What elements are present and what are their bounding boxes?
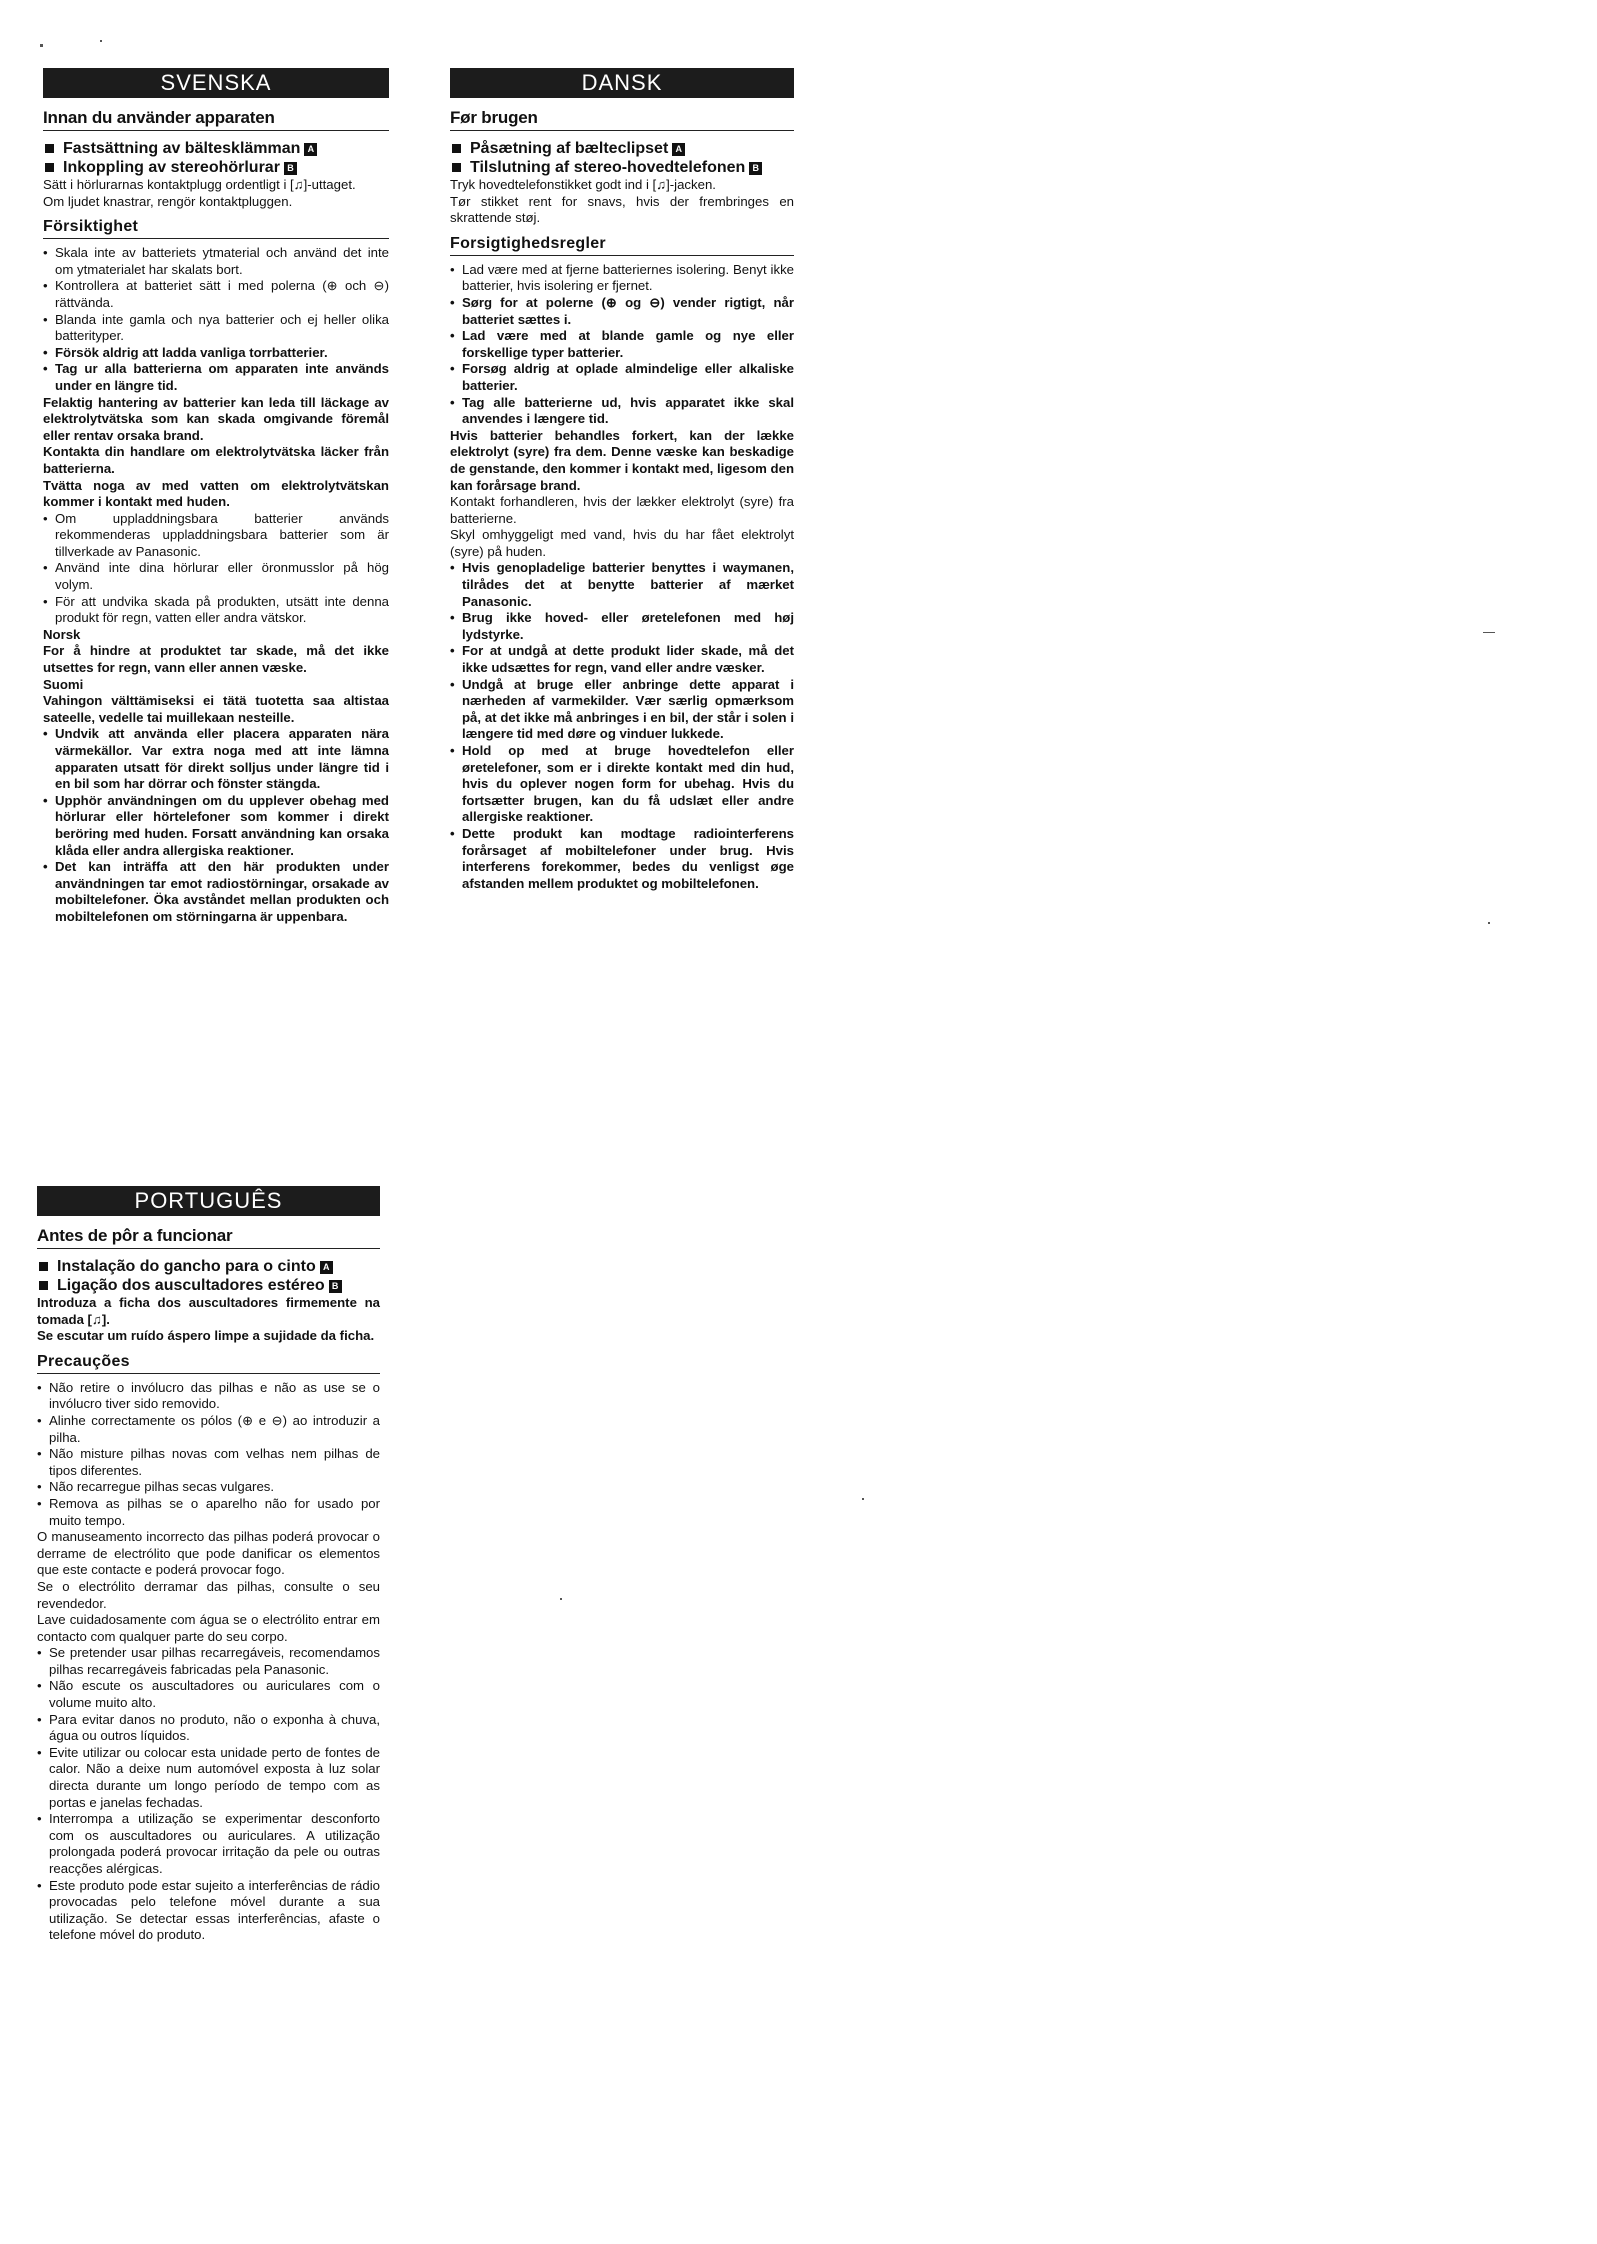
list-item: • Det kan inträffa att den här produkten under användningen tar emot radiostörningar, orsakade av mobiltelefoner. Öka avståndet mellan produkten och mobiltelefonen om störningarna är uppenbara. (43, 859, 389, 925)
step-headphones (450, 158, 794, 177)
list-item: • Tag ur alla batterierna om apparaten inte används under en längre tid. (43, 361, 389, 394)
list-item: • Dette produkt kan modtage radiointerferens forårsaget af mobiltelefoner under brug. Hvis interferens forekommer, bedes du venligst øge afstanden mellem produktet og mobiltelefonen. (450, 826, 794, 892)
portugues-column (37, 1186, 380, 1944)
figure-tag: A (672, 143, 685, 156)
list-item: • Upphör användningen om du upplever obehag med hörlurar eller hörtelefoner som kommer i direkt beröring med huden. Forsatt användning kan orsaka klåda eller andra allergiska reaktioner. (43, 793, 389, 859)
list-item: • Undvik att använda eller placera apparaten nära värmekällor. Var extra noga med att inte lämna apparaten utsatt för direkt solljus under längre tid i en bil som har dörrar och fönster stängda. (43, 726, 389, 792)
list-item: • Remova as pilhas se o aparelho não for usado por muito tempo. (37, 1496, 380, 1529)
step-label: Instalação do gancho para o cinto (57, 1258, 316, 1275)
before-use-heading: Før brugen (450, 108, 794, 131)
list-item: • Forsøg aldrig at oplade almindelige eller alkaliske batterier. (450, 361, 794, 394)
paragraph: Kontakt forhandleren, hvis der lækker elektrolyt (syre) fra batterierne. (450, 494, 794, 526)
paragraph: Sätt i hörlurarnas kontaktplugg ordentligt i [♫]-uttaget. (43, 177, 356, 192)
paragraph: Kontakta din handlare om elektrolytvätska läcker från batterierna. (43, 444, 389, 476)
caution-list (43, 245, 389, 394)
caution-heading: Forsigtighedsregler (450, 235, 794, 256)
paragraph: Tvätta noga av med vatten om elektrolytvätskan kommer i kontakt med huden. (43, 477, 389, 510)
step-label: Inkoppling av stereohörlurar (63, 159, 280, 176)
paragraph: Se escutar um ruído áspero limpe a sujidade da ficha. (37, 1328, 375, 1344)
before-use-heading: Antes de pôr a funcionar (37, 1226, 380, 1249)
dansk-column (450, 68, 794, 892)
list-item: • Försök aldrig att ladda vanliga torrbatterier. (43, 345, 389, 362)
paragraph: Lave cuidadosamente com água se o electrólito entrar em contacto com qualquer parte do seu corpo. (37, 1612, 380, 1644)
step-belt-clip (450, 139, 794, 158)
step-label: Ligação dos auscultadores estéreo (57, 1277, 325, 1294)
step-headphones (43, 158, 389, 177)
list-item: • For at undgå at dette produkt lider skade, må det ikke udsættes for regn, vand eller andre væsker. (450, 643, 794, 676)
list-item: • Skala inte av batteriets ytmaterial och använd det inte om ytmaterialet har skalats bort. (43, 245, 389, 278)
caution-list (450, 560, 794, 892)
list-item: • Não escute os auscultadores ou auriculares com o volume muito alto. (37, 1678, 380, 1711)
paragraph: O manuseamento incorrecto das pilhas poderá provocar o derrame de electrólito que pode danificar os elementos que este contacte e poderá provocar fogo. (37, 1529, 380, 1578)
list-item: • För att undvika skada på produkten, utsätt inte denna produkt för regn, vatten eller andra vätskor. (43, 594, 389, 627)
list-item: • Não misture pilhas novas com velhas nem pilhas de tipos diferentes. (37, 1446, 380, 1479)
paragraph: Skyl omhyggeligt med vand, hvis du har fået elektrolyt (syre) på huden. (450, 527, 794, 559)
list-item: • Lad være med at blande gamle og nye eller forskellige typer batterier. (450, 328, 794, 361)
suomi-label: Suomi (43, 676, 84, 692)
figure-tag: B (329, 1280, 342, 1293)
list-item: • Este produto pode estar sujeito a interferências de rádio provocadas pelo telefone móvel durante a sua utilização. Se detectar essas interferências, afaste o telefone móvel do produto. (37, 1878, 380, 1944)
paragraph: Hvis batterier behandles forkert, kan der lække elektrolyt (syre) fra dem. Denne væske kan beskadige de genstande, den kommer i kontakt med, ligesom den kan forårsage brand. (450, 427, 794, 493)
caution-list (43, 726, 389, 925)
scan-speck (1483, 632, 1495, 633)
list-item: • Kontrollera at batteriet sätt i med polerna (⊕ och ⊖) rättvända. (43, 278, 389, 311)
paragraph: Tryk hovedtelefonstikket godt ind i [♫]-jacken. (450, 177, 716, 192)
caution-list (37, 1645, 380, 1944)
scan-speck (1488, 922, 1490, 924)
paragraph: Om ljudet knastrar, rengör kontaktpluggen. (43, 193, 293, 209)
caution-list (37, 1380, 380, 1529)
scan-speck (862, 1498, 864, 1500)
caution-heading: Försiktighet (43, 218, 389, 239)
caution-heading: Precauções (37, 1353, 380, 1374)
figure-tag: A (320, 1261, 333, 1274)
paragraph: Tør stikket rent for snavs, hvis der frembringes en skrattende støj. (450, 193, 794, 226)
step-belt-clip (37, 1257, 380, 1276)
paragraph: Vahingon välttämiseksi ei tätä tuotetta saa altistaa sateelle, vedelle tai muillekaan nesteille. (43, 693, 389, 725)
list-item: • Evite utilizar ou colocar esta unidade perto de fontes de calor. Não a deixe num automóvel exposta à luz solar directa durante um longo período de tempo com as portas e janelas fechadas. (37, 1745, 380, 1811)
list-item: • Blanda inte gamla och nya batterier och ej heller olika batterityper. (43, 312, 389, 345)
scan-speck (100, 40, 102, 42)
list-item: • Interrompa a utilização se experimentar desconforto com os auscultadores ou auriculares. A utilização prolongada poderá provocar irritação da pele ou outras reacções alérgicas. (37, 1811, 380, 1877)
figure-tag: B (749, 162, 762, 175)
language-heading: PORTUGUÊS (37, 1186, 380, 1216)
step-label: Påsætning af bælteclipset (470, 140, 669, 157)
caution-list (450, 262, 794, 428)
scan-speck (560, 1598, 562, 1600)
list-item: • Brug ikke hoved- eller øretelefonen med høj lydstyrke. (450, 610, 794, 643)
paragraph: For å hindre at produktet tar skade, må det ikke utsettes for regn, vann eller annen væske. (43, 643, 389, 676)
list-item: • Undgå at bruge eller anbringe dette apparat i nærheden af varmekilder. Vær særlig opmærksom på, at det ikke må anbringes i en bil, der står i solen i længere tid med døre og vinduer lukkede. (450, 677, 794, 743)
step-headphones (37, 1276, 380, 1295)
list-item: • Se pretender usar pilhas recarregáveis, recomendamos pilhas recarregáveis fabricadas pela Panasonic. (37, 1645, 380, 1678)
paragraph: Introduza a ficha dos auscultadores firmemente na tomada [♫]. (37, 1295, 380, 1327)
list-item: • Alinhe correctamente os pólos (⊕ e ⊖) ao introduzir a pilha. (37, 1413, 380, 1446)
norsk-label: Norsk (43, 626, 81, 642)
list-item: • Tag alle batterierne ud, hvis apparatet ikke skal anvendes i længere tid. (450, 395, 794, 428)
list-item: • Não recarregue pilhas secas vulgares. (37, 1479, 380, 1496)
step-label: Fastsättning av bältesklämman (63, 140, 301, 157)
list-item: • Para evitar danos no produto, não o exponha à chuva, água ou outros líquidos. (37, 1712, 380, 1745)
paragraph: Se o electrólito derramar das pilhas, consulte o seu revendedor. (37, 1578, 380, 1611)
list-item: • Não retire o invólucro das pilhas e não as use se o invólucro tiver sido removido. (37, 1380, 380, 1413)
step-label: Tilslutning af stereo-hovedtelefonen (470, 159, 746, 176)
list-item: • Hvis genopladelige batterier benyttes i waymanen, tilrådes det at benytte batterier af mærket Panasonic. (450, 560, 794, 610)
caution-list (43, 511, 389, 627)
figure-tag: B (284, 162, 297, 175)
svenska-column (43, 68, 389, 926)
list-item: • Om uppladdningsbara batterier används rekommenderas uppladdningsbara batterier som är tillverkade av Panasonic. (43, 511, 389, 561)
before-use-heading: Innan du använder apparaten (43, 108, 389, 131)
list-item: • Använd inte dina hörlurar eller öronmusslor på hög volym. (43, 560, 389, 593)
paragraph: Felaktig hantering av batterier kan leda till läckage av elektrolytvätska som kan skada omgivande föremål eller rentav orsaka brand. (43, 394, 389, 443)
list-item: • Sørg for at polerne (⊕ og ⊖) vender rigtigt, når batteriet sættes i. (450, 295, 794, 328)
step-belt-clip (43, 139, 389, 158)
list-item: • Lad være med at fjerne batteriernes isolering. Benyt ikke batterier, hvis isolering er fjernet. (450, 262, 794, 295)
scan-speck (40, 44, 43, 47)
language-heading: DANSK (450, 68, 794, 98)
figure-tag: A (304, 143, 317, 156)
list-item: • Hold op med at bruge hovedtelefon eller øretelefoner, som er i direkte kontakt med din hud, hvis du oplever nogen form for ubehag. Hvis du fortsætter brugen, kan du få udslæt eller andre allergiske reaktioner. (450, 743, 794, 826)
language-heading: SVENSKA (43, 68, 389, 98)
